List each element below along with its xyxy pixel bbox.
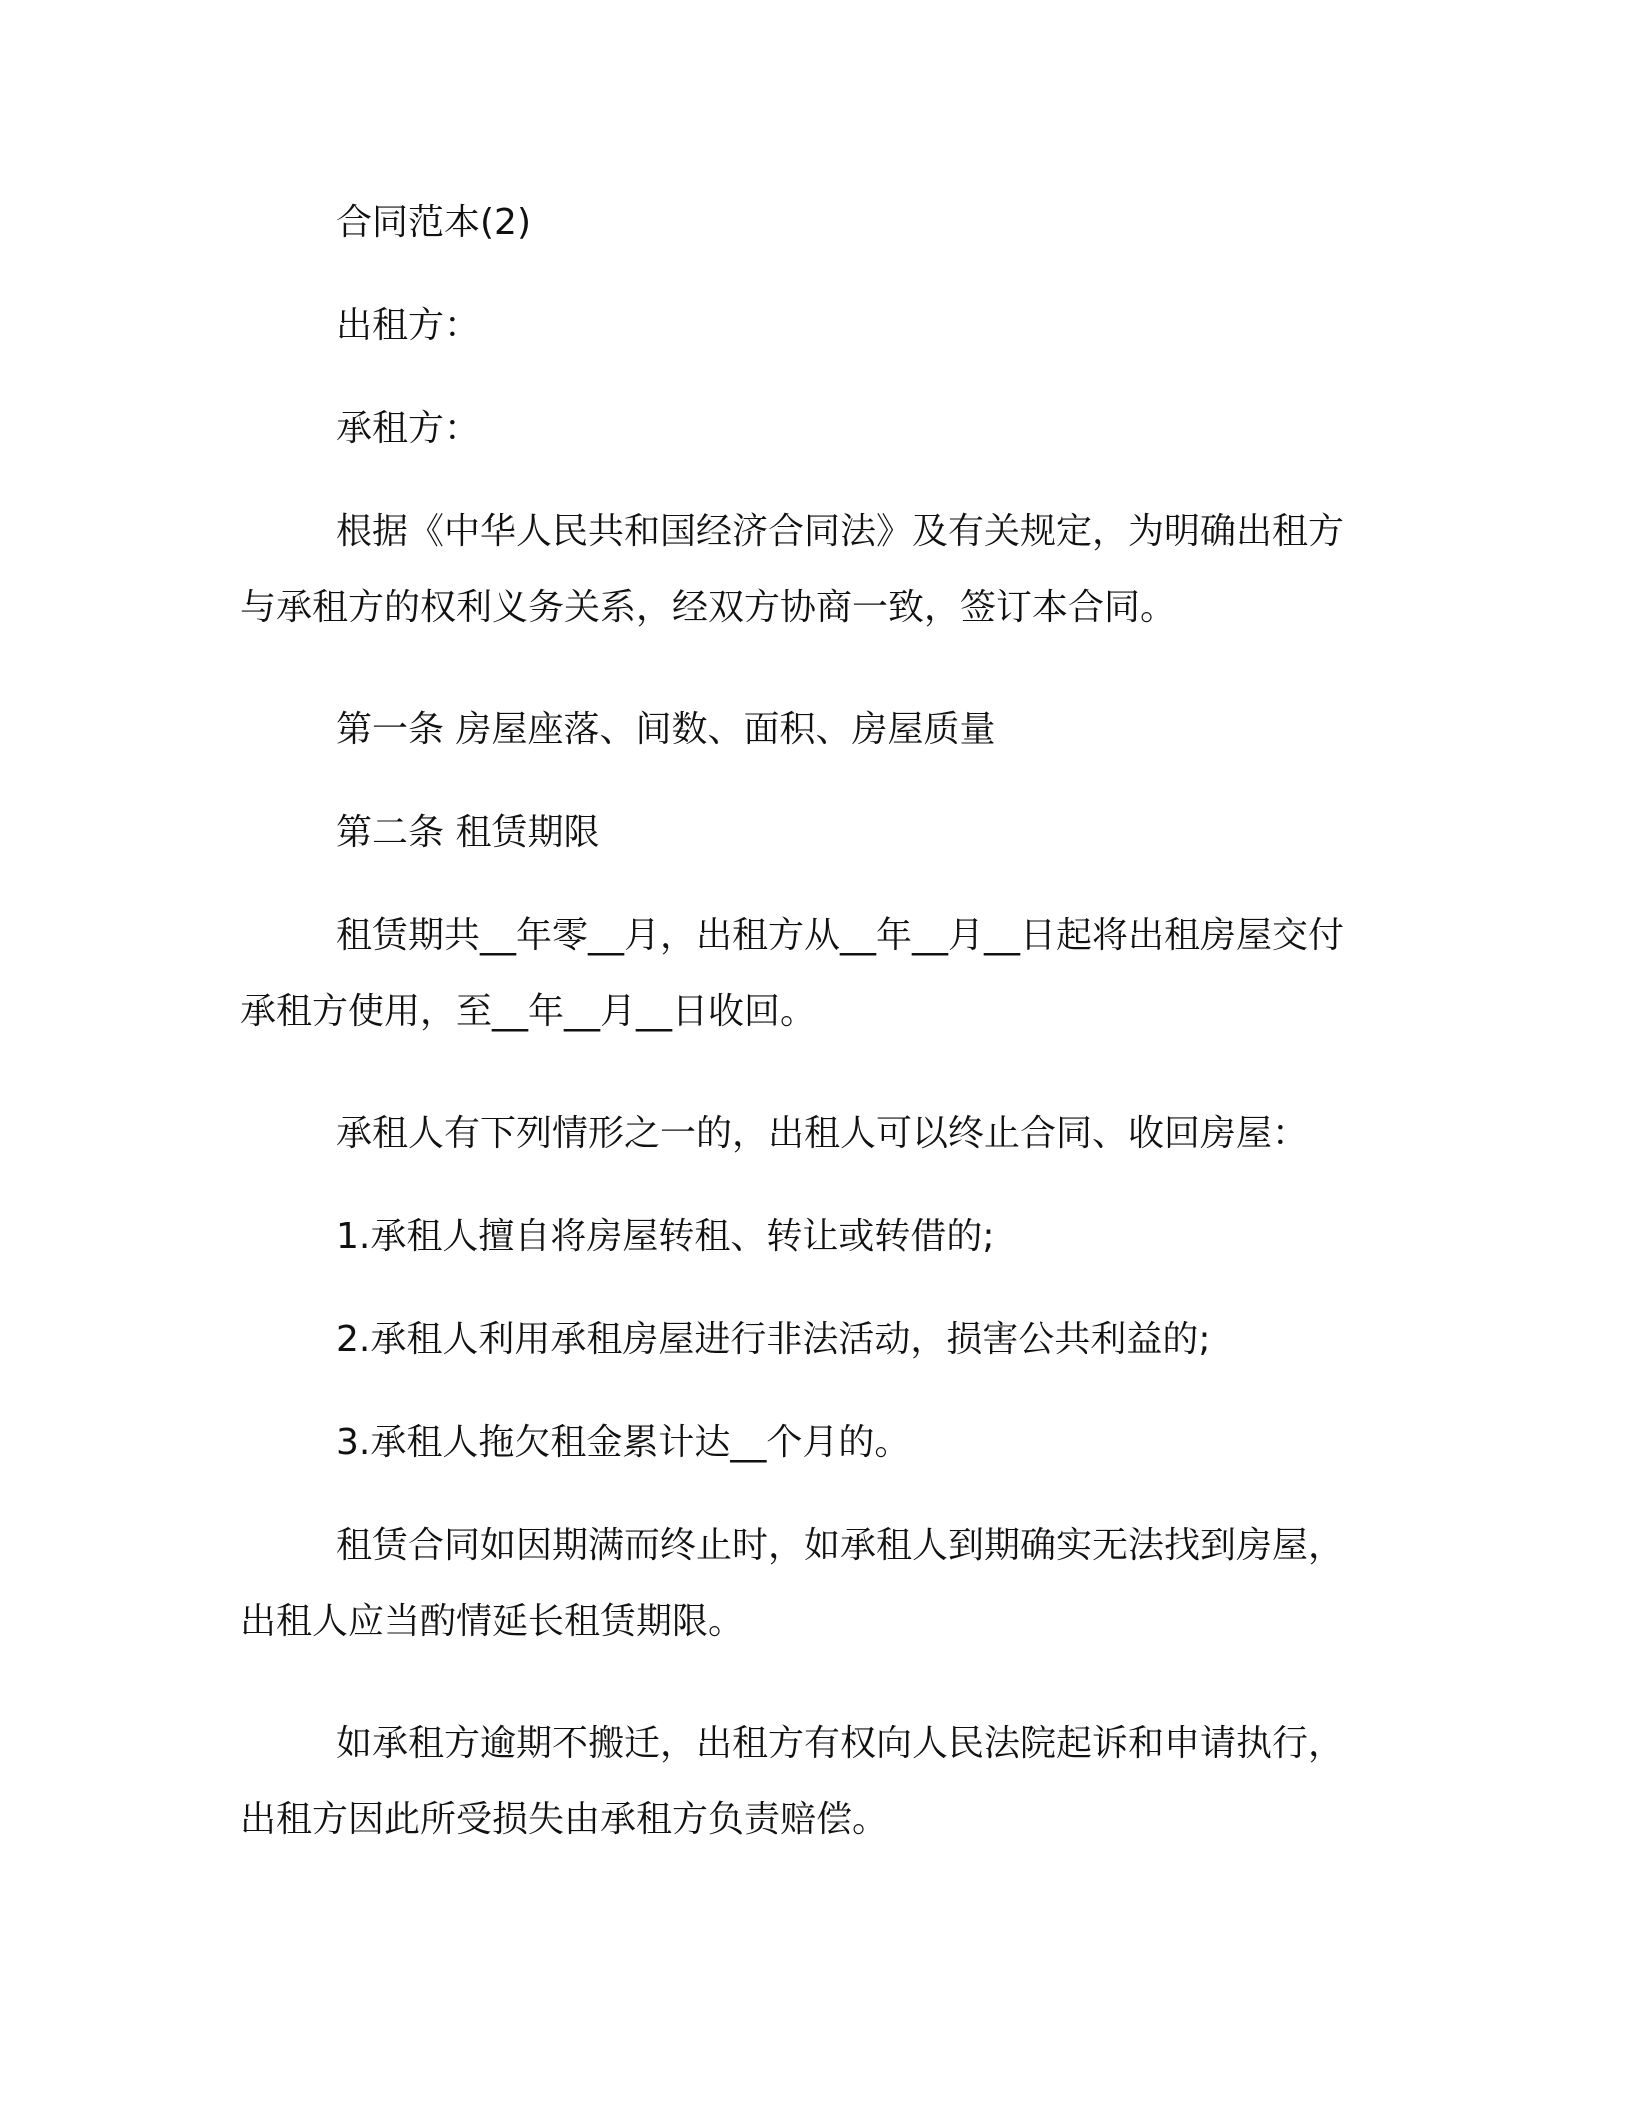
document-body bbox=[240, 185, 1370, 1904]
lease-term-paragraph: 租赁期共__年零__月，出租方从__年__月__日起将出租房屋交付承租方使用，至__年__月__日收回。 bbox=[240, 915, 1345, 1032]
lessee-line: 承租方： bbox=[336, 408, 481, 449]
article-one-heading: 第一条 房屋座落、间数、面积、房屋质量 bbox=[336, 709, 996, 750]
document-title: 合同范本(2) bbox=[336, 202, 531, 243]
termination-conditions-intro: 承租人有下列情形之一的，出租人可以终止合同、收回房屋： bbox=[336, 1113, 1309, 1154]
termination-condition-1: 1.承租人擅自将房屋转租、转让或转借的; bbox=[336, 1216, 995, 1257]
article-two-heading: 第二条 租赁期限 bbox=[336, 812, 600, 853]
termination-condition-2: 2.承租人利用承租房屋进行非法活动，损害公共利益的; bbox=[336, 1319, 1211, 1360]
eviction-paragraph: 如承租方逾期不搬迁，出租方有权向人民法院起诉和申请执行，出租方因此所受损失由承租方负责赔偿。 bbox=[240, 1723, 1345, 1840]
lease-extension-paragraph: 租赁合同如因期满而终止时，如承租人到期确实无法找到房屋，出租人应当酌情延长租赁期限。 bbox=[240, 1525, 1345, 1642]
preamble-paragraph: 根据《中华人民共和国经济合同法》及有关规定，为明确出租方与承租方的权利义务关系，经双方协商一致，签订本合同。 bbox=[240, 511, 1345, 628]
lessor-line: 出租方： bbox=[336, 305, 481, 346]
termination-condition-3: 3.承租人拖欠租金累计达__个月的。 bbox=[336, 1422, 911, 1463]
